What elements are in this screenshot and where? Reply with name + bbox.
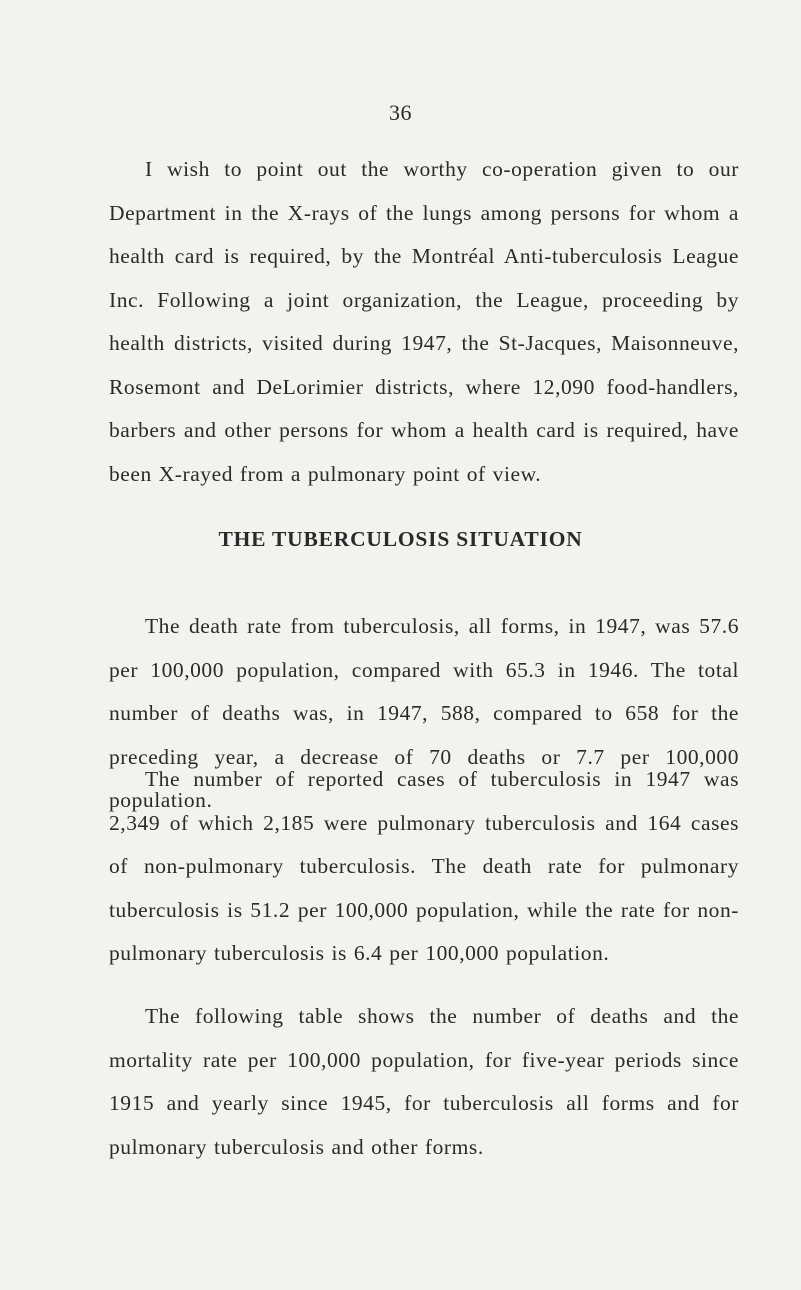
section-heading: THE TUBERCULOSIS SITUATION xyxy=(218,527,583,551)
paragraph-reported-cases: The number of reported cases of tuberculosis in 1947 was 2,349 of which 2,185 were pulmonary tuberculosis and 164 cases of non-pulmonary tuberculosis. The death rate for pulmonary tuberculosis is 51.2 per 100,000 population, while the rate for non-pulmonary tuberculosis is 6.4 per 100,000 population. xyxy=(109,767,739,965)
page-number: 36 xyxy=(389,100,412,125)
paragraph-death-rate: The death rate from tuberculosis, all forms, in 1947, was 57.6 per 100,000 population, compared with 65.3 in 1946. The total number of deaths was, in 1947, 588, compared to 658 for the preceding year, a decrease of 70 deaths or 7.7 per 100,000 population. xyxy=(109,614,739,812)
paragraph-xray-cooperation: I wish to point out the worthy co-operation given to our Department in the X-rays of the lungs among persons for whom a health card is required, by the Montréal Anti-tuberculosis League Inc. Following a joint organization, the League, proceeding by health districts, visited during 1947, the St-Jacques, Maisonneuve, Rosemont and DeLorimier districts, where 12,090 food-handlers, barbers and other persons for whom a health card is required, have been X-rayed from a pulmonary point of view. xyxy=(109,157,739,486)
paragraph-table-intro: The following table shows the number of deaths and the mortality rate per 100,000 population, for five-year periods since 1915 and yearly since 1945, for tuberculosis all forms and for pulmonary tuberculosis and other forms. xyxy=(109,1004,739,1159)
